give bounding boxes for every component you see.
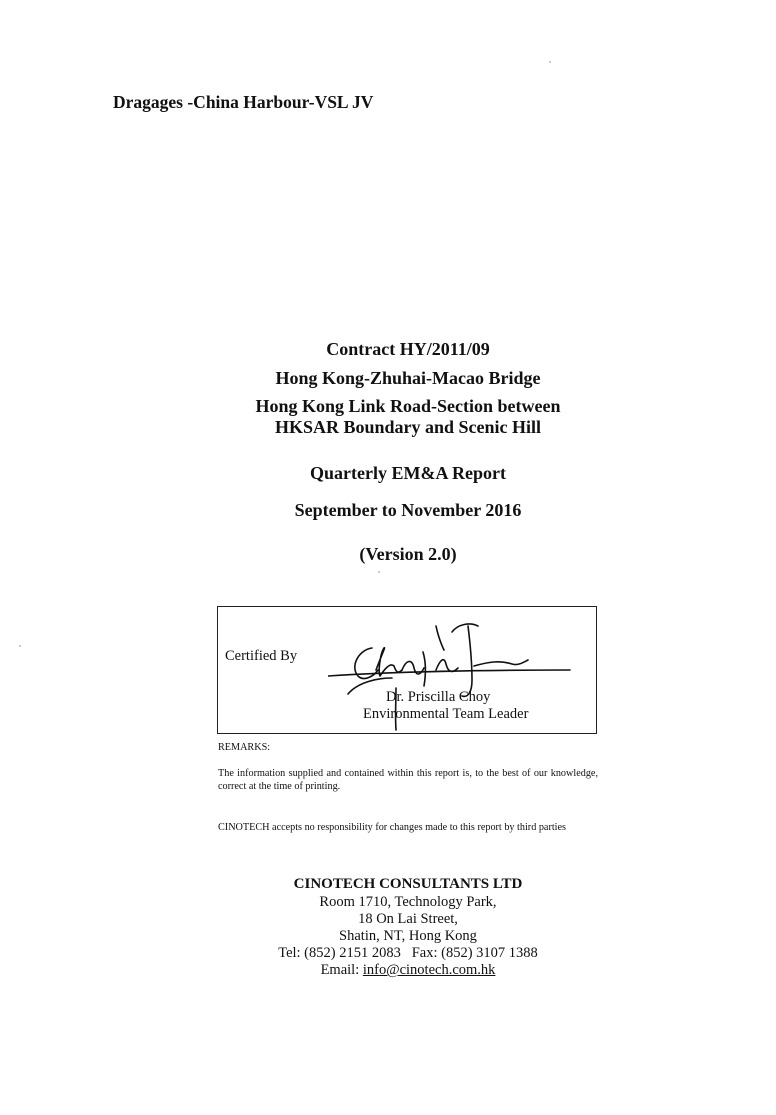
address-line-3: Shatin, NT, Hong Kong (339, 928, 477, 944)
report-type: Quarterly EM&A Report (310, 463, 506, 483)
email-label: Email: (320, 962, 363, 978)
remarks-text: The information supplied and contained within this report is, to the best of our knowledge, correct at the time of printing. (218, 768, 598, 792)
certified-by-label: Certified By (225, 648, 298, 664)
scan-speck (378, 571, 380, 573)
disclaimer-text: CINOTECH accepts no responsibility for changes made to this report by third parties (218, 822, 566, 833)
address-line-2: 18 On Lai Street, (358, 911, 458, 927)
client-name: Dragages -China Harbour-VSL JV (113, 92, 374, 112)
report-period: September to November 2016 (294, 500, 522, 520)
remarks-heading: REMARKS: (218, 742, 271, 753)
contract-number: Contract HY/2011/09 (326, 339, 490, 359)
project-name: Hong Kong-Zhuhai-Macao Bridge (275, 368, 541, 388)
signer-name: Dr. Priscilla Choy (386, 689, 491, 705)
email-line (188, 962, 628, 979)
signer-title: Environmental Team Leader (363, 706, 529, 722)
section-name (108, 396, 708, 438)
company-name: CINOTECH CONSULTANTS LTD (293, 876, 523, 892)
tel-fax-line: Tel: (852) 2151 2083 Fax: (852) 3107 1388 (278, 945, 538, 961)
address-line-1: Room 1710, Technology Park, (319, 894, 497, 910)
scan-speck (549, 61, 551, 63)
section-text: Hong Kong Link Road-Section between HKSAR Boundary and Scenic Hill (255, 396, 561, 437)
report-version: (Version 2.0) (359, 544, 457, 564)
email-link[interactable]: info@cinotech.com.hk (362, 962, 496, 978)
scan-speck (19, 645, 21, 647)
